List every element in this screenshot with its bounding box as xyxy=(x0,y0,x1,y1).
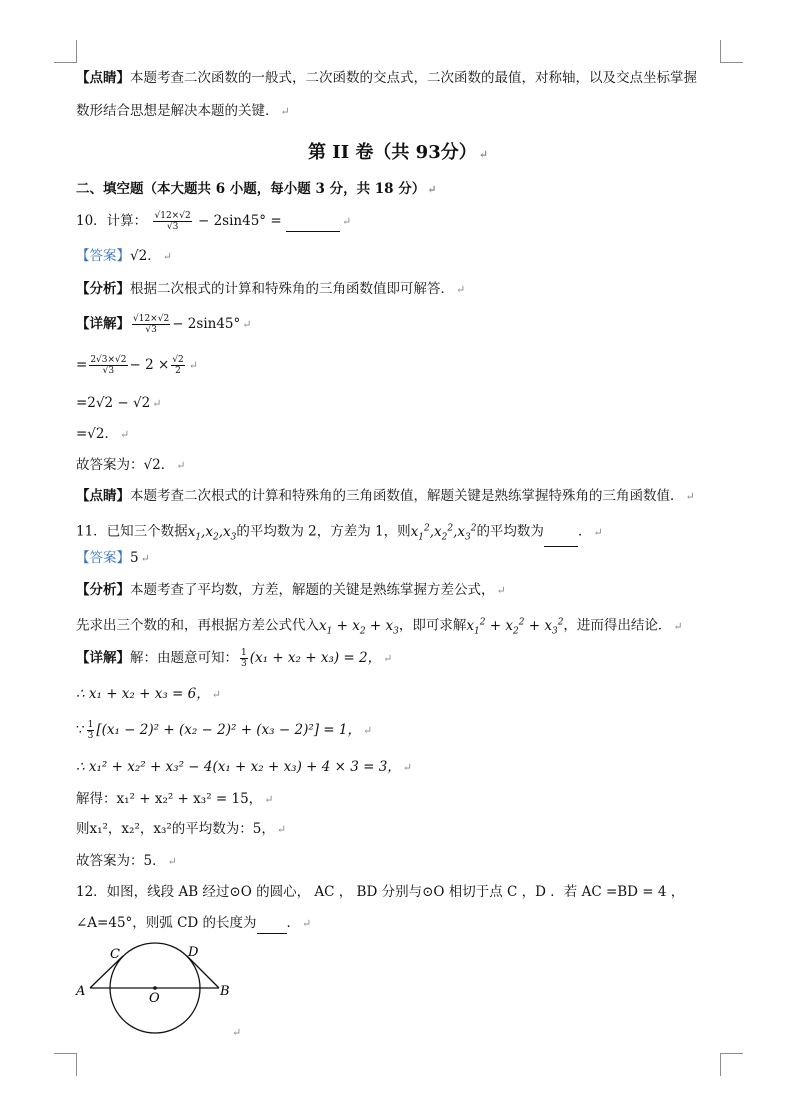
q12-line1: 12．如图，线段 AB 经过⊙O 的圆心， AC ， BD 分别与⊙O 相切于点 C ，D ．若 AC =BD = 4 ， xyxy=(76,884,685,900)
label-b: B xyxy=(220,984,230,999)
q11-detail-fraction: $\frac{1}{3}$ xyxy=(241,648,247,669)
q11-line6: 故答案为：5． ↵ xyxy=(76,853,177,869)
section-title: 第 II 卷（共 93分） ↵ xyxy=(308,142,488,163)
q10-detail-tag: 【详解】 xyxy=(76,316,130,332)
q10-step2-fraction: $\frac{2√3\times√2}{√3}$ xyxy=(90,355,127,376)
section-heading: 二、填空题（本大题共 6 小题，每小题 3 分，共 18 分） ↵ xyxy=(76,181,437,197)
q12-geometry-diagram xyxy=(72,938,242,1040)
q11-data-vars: $x_1,x_2,x_3$ xyxy=(187,523,237,543)
q10-detail-fraction: $\frac{√12\times√2}{√3}$ xyxy=(133,314,170,335)
summary-text-1: 本题考查二次函数的一般式，二次函数的交点式，二次函数的最值，对称轴，以及交点坐标掌握 xyxy=(130,70,697,86)
q11-line1: ∴ x₁ + x₂ + x₃ = 6， ↵ xyxy=(76,686,221,702)
q12-answer-blank xyxy=(257,913,287,934)
q10-step3: =2√2 − √2 ↵ xyxy=(76,395,162,411)
q11-line5: 则x₁²，x₂²，x₃²的平均数为：5， ↵ xyxy=(76,821,287,837)
q11-answer-line: 【答案】5 ↵ xyxy=(76,550,150,566)
q10-answer: √2． xyxy=(130,248,161,264)
label-a: A xyxy=(76,984,86,999)
q10-note-tag: 【点睛】 xyxy=(76,488,130,504)
q10-answer-line: 【答案】√2． ↵ xyxy=(76,248,172,264)
q10-fraction: $\frac{√12\times√2}{√3}$ xyxy=(154,211,191,232)
center-point xyxy=(153,986,157,990)
label-o: O xyxy=(149,991,160,1006)
q10-detail-line: 【详解】 $\frac{√12\times√2}{√3}$ − 2sin45° ↵ xyxy=(76,314,252,335)
q10-note: 本题考查二次根式的计算和特殊角的三角函数值，解题关键是熟练掌握特殊角的三角函数值． xyxy=(130,488,684,504)
q12-line2: ∠A=45°，则弧 CD 的长度为 ． ↵ xyxy=(76,913,726,934)
q11-answer-blank xyxy=(544,526,578,547)
q10-step4: =√2． ↵ xyxy=(76,426,130,442)
q10-final: 故答案为：√2． ↵ xyxy=(76,457,186,473)
prev-summary-line1 xyxy=(76,68,726,88)
q11-squared-vars: $x_1^2,x_2^2,x_3^2$ xyxy=(410,523,477,543)
paragraph-mark-end: ↵ xyxy=(232,1026,242,1039)
q11-analysis-line: 【分析】本题考查了平均数，方差，解题的关键是熟练掌握方差公式， ↵ xyxy=(76,582,506,598)
q10-answer-blank xyxy=(286,211,340,232)
q11-analysis2: 先求出三个数的和，再根据方差公式代入$x_1 + x_2 + x_3$，即可求解$x_1^2 + x_2^2 + x_3^2$，进而得出结论． ↵ xyxy=(76,617,683,637)
label-d: D xyxy=(188,945,199,960)
summary-text-2: 数形结合思想是解决本题的关键． xyxy=(76,103,279,119)
crop-mark-bottom-left xyxy=(54,1053,77,1076)
paragraph-mark: ↵ xyxy=(280,105,290,118)
summary-tag: 【点睛】 xyxy=(76,70,130,86)
q10-analysis: 根据二次根式的计算和特殊角的三角函数值即可解答． xyxy=(130,281,454,297)
q10-detail-tail: − 2sin45° xyxy=(172,316,241,332)
q11-line3: ∴ x₁² + x₂² + x₃² − 4(x₁ + x₂ + x₃) + 4 × 3 = 3， ↵ xyxy=(76,759,413,775)
q10-answer-tag: 【答案】 xyxy=(76,248,130,264)
q11-detail-line: 【详解】解：由题意可知： $\frac{1}{3}$ (x₁ + x₂ + x₃) = 2， ↵ xyxy=(76,648,393,669)
crop-mark-top-right xyxy=(720,40,743,63)
q10-analysis-tag: 【分析】 xyxy=(76,281,130,297)
label-c: C xyxy=(110,947,120,962)
q10-analysis-line: 【分析】根据二次根式的计算和特殊角的三角函数值即可解答． ↵ xyxy=(76,281,466,297)
q11-detail-tag: 【详解】 xyxy=(76,650,130,666)
q11-line2-fraction: $\frac{1}{3}$ xyxy=(87,720,94,741)
q11-answer: 5 xyxy=(130,550,139,566)
crop-mark-bottom-right xyxy=(720,1053,743,1076)
q10-stem: 10．计算： $\frac{√12\times√2}{√3}$ − 2sin45° = ↵ xyxy=(76,211,352,232)
q11-line2: ∵ $\frac{1}{3}$ [(x₁ − 2)² + (x₂ − 2)² + (x₃ − 2)²] = 1， ↵ xyxy=(76,720,373,741)
crop-mark-top-left xyxy=(54,40,77,63)
q10-step2-fraction-b: $\frac{√2}{2}$ xyxy=(172,355,184,376)
q10-step2: = $\frac{2√3\times√2}{√3}$ − 2 × $\frac{√2}{2}$ ↵ xyxy=(76,355,198,376)
q11-analysis-tag: 【分析】 xyxy=(76,582,130,598)
q10-number: 10．计算： xyxy=(76,213,148,229)
q11-answer-tag: 【答案】 xyxy=(76,550,130,566)
q11-stem: 11．已知三个数据$x_1,x_2,x_3$的平均数为 2，方差为 1，则$x_1^2,x_2^2,x_3^2$的平均数为 ． ↵ xyxy=(76,518,726,547)
q10-expr-tail: − 2sin45° = xyxy=(197,213,282,229)
tangent-bd xyxy=(187,956,219,988)
q10-note-line: 【点睛】本题考查二次根式的计算和特殊角的三角函数值，解题关键是熟练掌握特殊角的三角函数值． ↵ xyxy=(76,488,695,504)
q11-line4: 解得：x₁² + x₂² + x₃² = 15， ↵ xyxy=(76,791,274,807)
prev-summary-line2 xyxy=(76,101,726,122)
